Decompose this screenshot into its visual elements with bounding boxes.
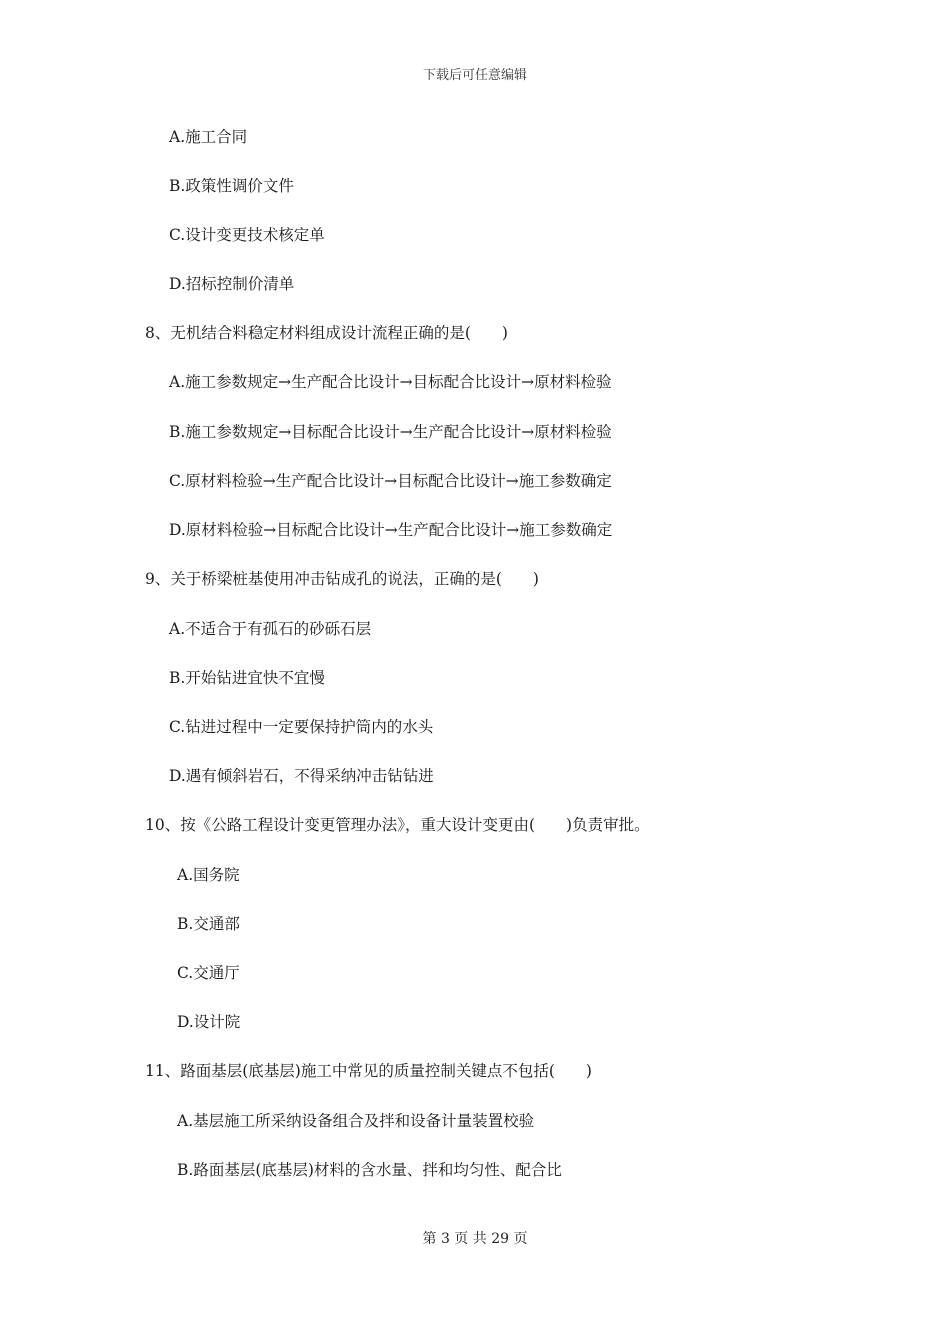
q10-option-d: D.设计院 [177,1013,241,1031]
page-header: 下载后可任意编辑 [422,68,527,83]
q8-stem: 8、无机结合料稳定材料组成设计流程正确的是( ) [145,324,508,342]
q10-option-b: B.交通部 [177,915,240,933]
q11-option-b: B.路面基层(底基层)材料的含水量、拌和均匀性、配合比 [177,1161,562,1179]
q8-option-b: B.施工参数规定→目标配合比设计→生产配合比设计→原材料检验 [169,423,612,441]
q10-option-c: C.交通厅 [177,964,240,982]
q9-stem: 9、关于桥梁桩基使用冲击钻成孔的说法，正确的是( ) [145,570,539,588]
q8-option-c: C.原材料检验→生产配合比设计→目标配合比设计→施工参数确定 [169,472,612,490]
q11-stem: 11、路面基层(底基层)施工中常见的质量控制关键点不包括( ) [145,1062,592,1080]
page-footer: 第 3 页 共 29 页 [422,1231,528,1247]
q11-option-a: A.基层施工所采纳设备组合及拌和设备计量装置校验 [177,1112,535,1130]
q10-option-a: A.国务院 [177,866,240,884]
q10-stem: 10、按《公路工程设计变更管理办法》，重大设计变更由( )负责审批。 [145,816,650,834]
q9-option-d: D.遇有倾斜岩石，不得采纳冲击钻钻进 [169,767,434,785]
q7-option-c: C.设计变更技术核定单 [169,226,325,244]
q9-option-c: C.钻进过程中一定要保持护筒内的水头 [169,718,434,736]
q7-option-a: A.施工合同 [169,128,248,146]
q8-option-a: A.施工参数规定→生产配合比设计→目标配合比设计→原材料检验 [169,373,612,391]
q7-option-b: B.政策性调价文件 [169,177,294,195]
q9-option-a: A.不适合于有孤石的砂砾石层 [169,620,372,638]
q9-option-b: B.开始钻进宜快不宜慢 [169,669,325,687]
q8-option-d: D.原材料检验→目标配合比设计→生产配合比设计→施工参数确定 [169,521,613,539]
q7-option-d: D.招标控制价清单 [169,275,295,293]
